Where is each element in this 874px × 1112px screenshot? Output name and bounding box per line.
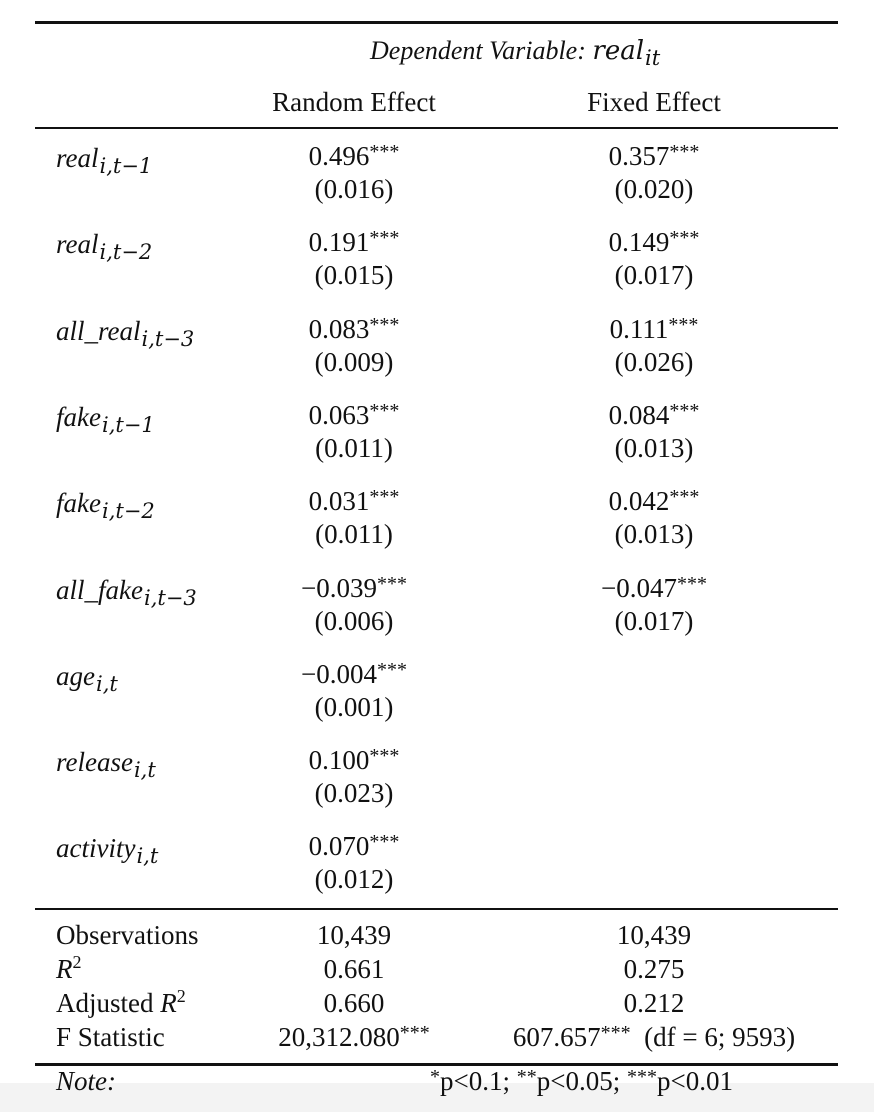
fixed-effect-coef [492, 143, 816, 170]
top-rule [35, 21, 838, 24]
variable-label [56, 575, 197, 610]
dep-var: real [592, 36, 645, 66]
variable-name: all_real [56, 316, 141, 346]
fixed-effect-value: 0.149 [608, 227, 670, 257]
random-effect-stars: *** [369, 745, 400, 767]
variable-name: fake [56, 488, 101, 518]
random-effect-se: (0.001) [314, 692, 394, 722]
fixed-effect-stars: *** [669, 227, 700, 249]
random-effect-value: 0.496 [308, 141, 370, 171]
random-effect-se: (0.009) [314, 347, 394, 377]
r2-random: 0.661 [323, 954, 385, 984]
fstat-random-stars: *** [399, 1022, 430, 1044]
r2-fixed: 0.275 [623, 954, 685, 984]
fstat-random-value: 20,312.080 [278, 1022, 400, 1052]
adjusted-r2-sup: 2 [176, 986, 186, 1006]
significance-note [430, 1068, 733, 1095]
note-label: Note: [56, 1066, 116, 1096]
fstat-fixed-df: (df = 6; 9593) [644, 1022, 796, 1052]
random-effect-stars: *** [376, 573, 407, 595]
note-text-1: p<0.1; [440, 1066, 517, 1096]
variable-label [56, 661, 118, 696]
random-effect-value: −0.004 [301, 659, 377, 689]
variable-label [56, 316, 195, 351]
variable-name: real [56, 143, 99, 173]
fixed-effect-stars: *** [676, 573, 707, 595]
random-effect-stars: *** [369, 400, 400, 422]
fixed-effect-stars: *** [669, 141, 700, 163]
random-effect-stars: *** [369, 141, 400, 163]
variable-subscript: i,t−2 [99, 240, 153, 264]
fixed-effect-coef [492, 316, 816, 343]
random-effect-coef [261, 316, 447, 343]
note-star-3: *** [626, 1066, 657, 1088]
random-effect-value: 0.031 [308, 486, 370, 516]
note-text-3: p<0.01 [656, 1066, 733, 1096]
random-effect-se: (0.006) [314, 606, 394, 636]
variable-name: real [56, 229, 99, 259]
r2-sup: 2 [72, 952, 82, 972]
variable-label [56, 833, 159, 868]
fstat-fixed-stars: *** [600, 1022, 631, 1044]
r2-label [56, 952, 82, 984]
fixed-effect-se: (0.013) [614, 519, 694, 549]
column-header-fixed-effect: Fixed Effect [587, 87, 721, 117]
note-text-2: p<0.05; [536, 1066, 627, 1096]
fixed-effect-coef [492, 229, 816, 256]
random-effect-coef [261, 229, 447, 256]
variable-name: all_fake [56, 575, 143, 605]
variable-name: age [56, 661, 95, 691]
variable-label [56, 402, 155, 437]
variable-label [56, 488, 155, 523]
random-effect-coef [261, 143, 447, 170]
random-effect-stars: *** [369, 831, 400, 853]
observations-random: 10,439 [316, 920, 392, 950]
column-header-random-effect: Random Effect [272, 87, 436, 117]
variable-label [56, 747, 156, 782]
fixed-effect-stars: *** [669, 400, 700, 422]
variable-subscript: i,t−1 [99, 154, 153, 178]
note-star-2: ** [516, 1066, 537, 1088]
random-effect-stars: *** [376, 659, 407, 681]
variable-name: fake [56, 402, 101, 432]
fixed-effect-se: (0.017) [614, 606, 694, 636]
adjusted-r2-fixed: 0.212 [623, 988, 685, 1018]
fixed-effect-se: (0.013) [614, 433, 694, 463]
fixed-effect-stars: *** [668, 314, 699, 336]
fstat-label: F Statistic [56, 1022, 165, 1052]
random-effect-coef [261, 661, 447, 688]
adjusted-r2-random: 0.660 [323, 988, 385, 1018]
random-effect-se: (0.015) [314, 260, 394, 290]
random-effect-se: (0.011) [315, 519, 393, 549]
fixed-effect-se: (0.026) [614, 347, 694, 377]
note-star-1: * [430, 1066, 440, 1088]
variable-label [56, 143, 153, 178]
variable-label [56, 229, 153, 264]
fixed-effect-coef [492, 402, 816, 429]
fixed-effect-value: 0.042 [608, 486, 670, 516]
random-effect-value: 0.191 [308, 227, 370, 257]
variable-subscript: i,t−3 [141, 327, 195, 351]
fstat-fixed-value: 607.657 [512, 1022, 601, 1052]
dep-prefix: Dependent Variable: [370, 36, 593, 65]
random-effect-value: 0.070 [308, 831, 370, 861]
variable-name: activity [56, 833, 136, 863]
fixed-effect-value: 0.084 [608, 400, 670, 430]
random-effect-coef [261, 488, 447, 515]
dependent-variable-header [370, 36, 661, 70]
fixed-effect-se: (0.017) [614, 260, 694, 290]
fixed-effect-stars: *** [669, 486, 700, 508]
random-effect-value: 0.100 [308, 745, 370, 775]
variable-subscript: i,t−1 [101, 413, 155, 437]
variable-name: release [56, 747, 133, 777]
stats-rule [35, 908, 838, 910]
random-effect-coef [261, 747, 447, 774]
variable-subscript: i,t [95, 672, 118, 696]
fixed-effect-se: (0.020) [614, 174, 694, 204]
fixed-effect-coef [492, 488, 816, 515]
fstat-fixed [492, 1024, 816, 1051]
random-effect-se: (0.023) [314, 778, 394, 808]
random-effect-stars: *** [369, 227, 400, 249]
r2-base: R [56, 954, 73, 984]
variable-subscript: i,t−3 [143, 586, 197, 610]
random-effect-value: 0.063 [308, 400, 370, 430]
variable-subscript: i,t [133, 758, 156, 782]
random-effect-stars: *** [369, 314, 400, 336]
fixed-effect-value: 0.111 [609, 314, 669, 344]
observations-fixed: 10,439 [616, 920, 692, 950]
random-effect-se: (0.012) [314, 864, 394, 894]
random-effect-coef [261, 402, 447, 429]
random-effect-value: 0.083 [308, 314, 370, 344]
random-effect-se: (0.011) [315, 433, 393, 463]
random-effect-se: (0.016) [314, 174, 394, 204]
variable-subscript: i,t−2 [101, 499, 155, 523]
adjusted-r2-prefix: Adjusted [56, 988, 161, 1018]
fixed-effect-value: −0.047 [601, 573, 677, 603]
fixed-effect-value: 0.357 [608, 141, 670, 171]
fstat-random [261, 1024, 447, 1051]
adjusted-r2-base: R [160, 988, 177, 1018]
random-effect-stars: *** [369, 486, 400, 508]
random-effect-coef [261, 575, 447, 602]
adjusted-r2-label [56, 986, 186, 1018]
random-effect-coef [261, 833, 447, 860]
random-effect-value: −0.039 [301, 573, 377, 603]
observations-label: Observations [56, 920, 199, 950]
header-rule [35, 127, 838, 129]
fixed-effect-coef [492, 575, 816, 602]
variable-subscript: i,t [136, 844, 159, 868]
dep-sub: it [645, 46, 661, 70]
